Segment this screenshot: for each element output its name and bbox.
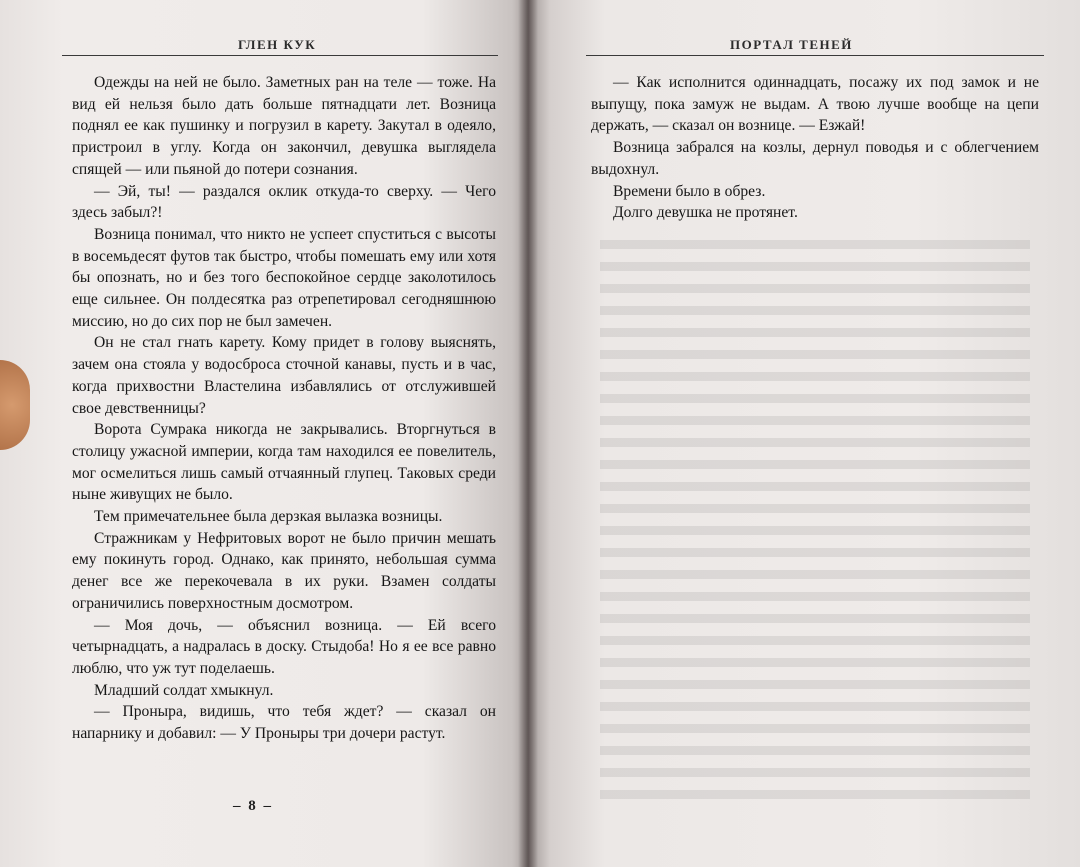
running-head-author: ГЛЕН КУК [238, 37, 317, 52]
paragraph: Младший солдат хмыкнул. [94, 681, 274, 699]
book-spine [518, 0, 538, 867]
header-rule [62, 55, 498, 56]
paragraph: Стражникам у Нефритовых ворот не было причин мешать ему покинуть город. Однако, как принято, небольшая сумма денег все же перекочевала в их руки. Взамен солдаты ограничились поверхностным досмотром. [72, 529, 496, 612]
paragraph: Времени было в обрез. [613, 182, 766, 200]
header-rule [586, 55, 1044, 56]
left-page-text [72, 72, 496, 745]
paragraph: — Моя дочь, — объяснил возница. — Ей всего четырнадцать, а надралась в доску. Стыдоба! Но я ее все равно люблю, что уж тут поделаешь. [72, 616, 496, 677]
right-page-text [591, 72, 1039, 224]
show-through-text [600, 240, 1030, 800]
paragraph: Долго девушка не протянет. [613, 204, 798, 222]
paragraph: Одежды на ней не было. Заметных ран на теле — тоже. На вид ей нельзя было дать больше пятнадцати лет. Возница поднял ее как пушинку и погрузил в карету. Закутал в одеяло, пристроил в углу. Когда он закончил, девушка выглядела спящей — или пьяной до потери сознания. [72, 74, 496, 178]
paragraph: — Как исполнится одиннадцать, посажу их под замок и не выпущу, пока замуж не выдам. А твою лучше вообще на цепи держать, — сказал он вознице. — Езжай! [591, 74, 1039, 135]
paragraph: Ворота Сумрака никогда не закрывались. Вторгнуться в столицу ужасной империи, когда там находился ее повелитель, мог осмелиться лишь самый отчаянный глупец. Таковых среди ныне живущих не было. [72, 421, 496, 504]
reader-finger [0, 360, 30, 450]
paragraph: — Проныра, видишь, что тебя ждет? — сказал он напарнику и добавил: — У Проныры три дочери растут. [72, 703, 496, 743]
paragraph: Возница забрался на козлы, дернул поводья и с облегчением выдохнул. [591, 139, 1039, 178]
paragraph: Тем примечательнее была дерзкая вылазка возницы. [94, 508, 443, 526]
page-number: – 8 – [233, 798, 273, 814]
paragraph: — Эй, ты! — раздался оклик откуда-то сверху. — Чего здесь забыл?! [72, 182, 496, 222]
paragraph: Возница понимал, что никто не успеет спуститься с высоты в восемьдесят футов так быстро, чтобы помешать ему или хотя бы опознать, но и без того беспокойное сердце заколотилось еще сильнее. Он полдесятка раз отрепетировал сегодняшнюю миссию, но до сих пор не был замечен. [72, 225, 496, 330]
paragraph: Он не стал гнать карету. Кому придет в голову выяснять, зачем она стояла у водосброса сточной канавы, пусть и в час, когда прихвостни Властелина избавлялись от отслужившей свое девственницы? [72, 334, 496, 417]
running-head-title: ПОРТАЛ ТЕНЕЙ [730, 37, 853, 52]
left-page [0, 0, 528, 867]
